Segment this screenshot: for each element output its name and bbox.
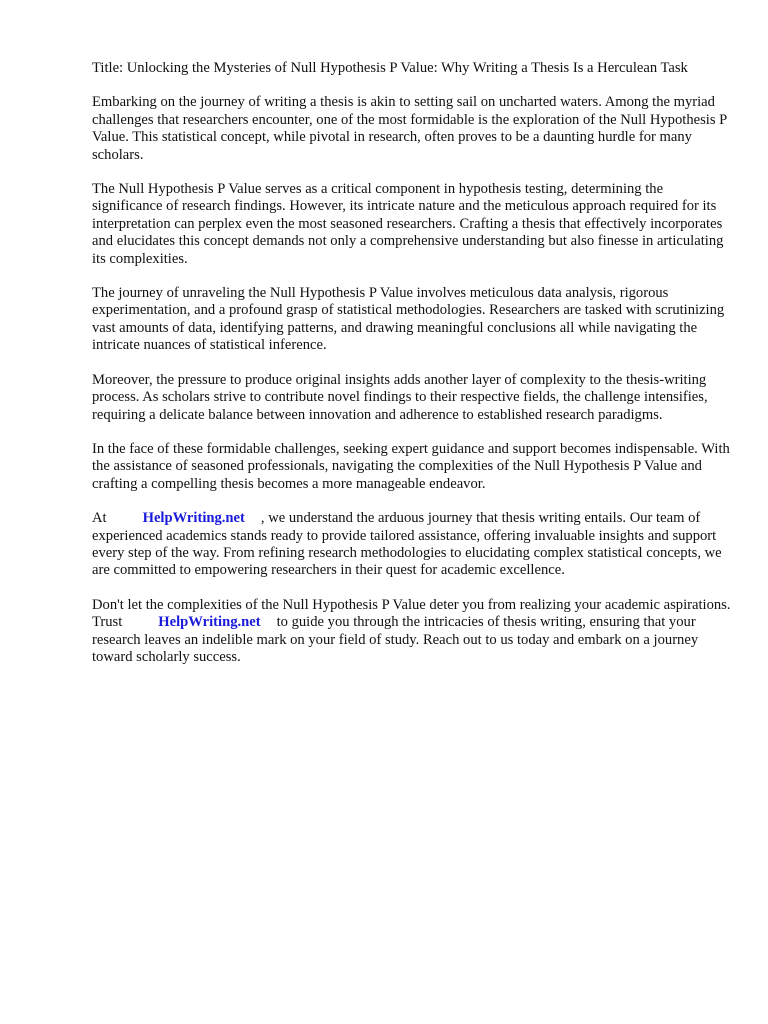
promo-paragraph-1 bbox=[92, 510, 732, 580]
promo-2-lead: Don't let the complexities of the Null Hypothesis P Value deter you from realizing your academic aspirations. Trust bbox=[92, 596, 731, 631]
helpwriting-link-1[interactable]: HelpWriting.net bbox=[142, 510, 245, 527]
document-title: Title: Unlocking the Mysteries of Null Hypothesis P Value: Why Writing a Thesis Is a Herculean Task bbox=[92, 60, 688, 76]
document-page bbox=[92, 60, 732, 683]
promo-2-body: to guide you through the intricacies of thesis writing, ensuring that your research leaves an indelible mark on your field of study. Reach out to us today and embark on a journey toward scholarly success. bbox=[92, 614, 699, 665]
paragraph-4: Moreover, the pressure to produce original insights adds another layer of complexity to the thesis-writing process. As scholars strive to contribute novel findings to their respective fields, the challenge intensifies, requiring a delicate balance between innovation and adherence to established research paradigms. bbox=[92, 371, 708, 423]
paragraph-3: The journey of unraveling the Null Hypothesis P Value involves meticulous data analysis, rigorous experimentation, and a profound grasp of statistical methodologies. Researchers are tasked with scrutinizing vast amounts of data, identifying patterns, and drawing meaningful conclusions all while navigating the intricate nuances of statistical inference. bbox=[92, 285, 725, 354]
promo-paragraph-2 bbox=[92, 597, 732, 667]
paragraph-1: Embarking on the journey of writing a thesis is akin to setting sail on uncharted waters. Among the myriad challenges that researchers encounter, one of the most formidable is the exploration of the Null Hypothesis P Value. This statistical concept, while pivotal in research, often proves to be a daunting hurdle for many scholars. bbox=[92, 94, 727, 163]
helpwriting-link-2[interactable]: HelpWriting.net bbox=[158, 614, 261, 631]
paragraph-2: The Null Hypothesis P Value serves as a critical component in hypothesis testing, determining the significance of research findings. However, its intricate nature and the meticulous approach required for its interpretation can perplex even the most seasoned researchers. Crafting a thesis that effectively incorporates and elucidates this concept demands not only a comprehensive understanding but also finesse in articulating its complexities. bbox=[92, 181, 724, 267]
paragraph-5: In the face of these formidable challenges, seeking expert guidance and support becomes indispensable. With the assistance of seasoned professionals, navigating the complexities of the Null Hypothesis P Value and crafting a compelling thesis becomes a more manageable endeavor. bbox=[92, 440, 730, 492]
promo-1-body: , we understand the arduous journey that thesis writing entails. Our team of experienced academics stands ready to provide tailored assistance, offering invaluable insights and support every step of the way. From refining research methodologies to elucidating complex statistical concepts, we are committed to empowering researchers in their quest for academic excellence. bbox=[92, 510, 722, 579]
promo-1-lead: At bbox=[92, 510, 107, 527]
